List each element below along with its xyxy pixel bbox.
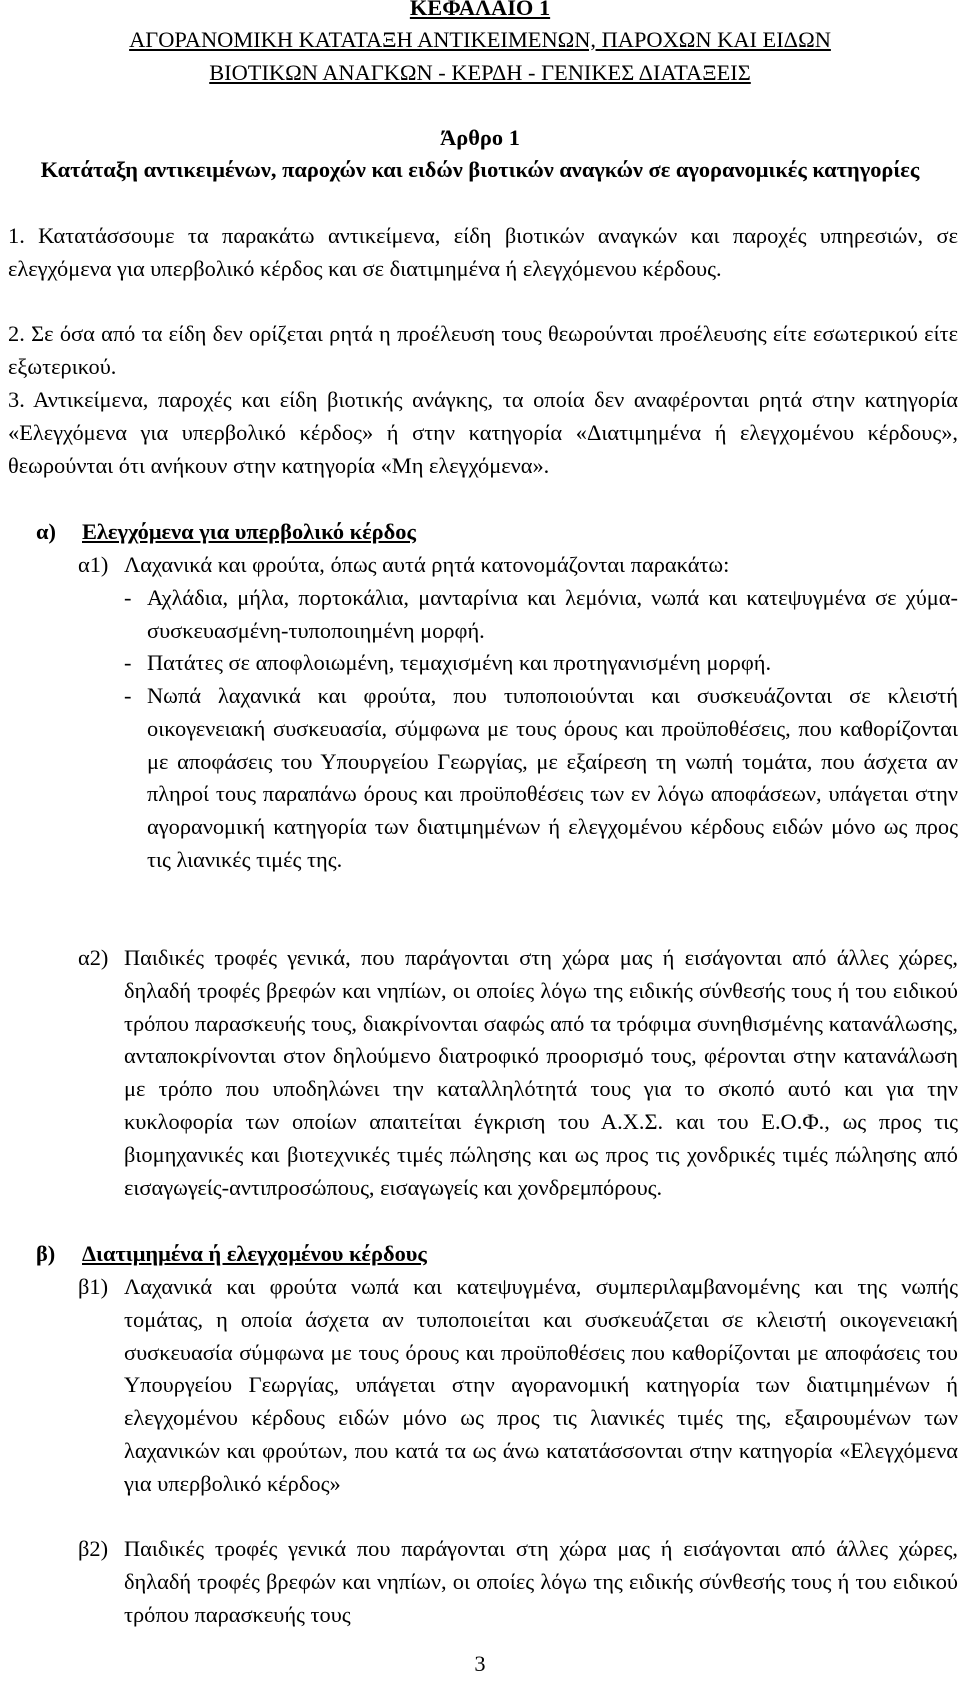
section-a-label: α): [36, 519, 56, 544]
item-a1-text: Λαχανικά και φρούτα, όπως αυτά ρητά κατονομάζονται παρακάτω:: [124, 552, 730, 577]
item-a2-text: Παιδικές τροφές γενικά, που παράγονται στη χώρα μας ή εισάγονται από άλλες χώρες, δηλαδή τροφές βρεφών και νηπίων, οι οποίες λόγω της ειδικής σύνθεσής τους ή του ειδικού τρόπου παρασκευής τους, διακρίνονται σαφώς από τα τρόφιμα συνηθισμένης κατανάλωσης, ανταποκρίνονται στον δηλούμενο διατροφικό προορισμό τους, φέρονται στην κατανάλωση με τρόπο που υποδηλώνει την καταλληλότητά τους για το σκοπό αυτό και για την κυκλοφορία των οποίων απαιτείται έγκριση του Α.Χ.Σ. και του Ε.Ο.Φ., ως προς τις βιομηχανικές και βιοτεχνικές τιμές πώλησης και ως προς τις χονδρικές τιμές πώλησης από εισαγωγείς-αντιπροσώπους, εισαγωγείς και χονδρεμπόρους.: [124, 945, 958, 1200]
item-b1-text: Λαχανικά και φρούτα νωπά και κατεψυγμένα, συμπεριλαμβανομένης και της νωπής τομάτας, η οποία άσχετα αν τυποποιείται και συσκευάζεται σε κλειστή οικογενειακή συσκευασία σύμφωνα με τους όρους και προϋποθέσεις που καθορίζονται με αποφάσεις του Υπουργείου Γεωργίας, υπάγεται στην αγορανομική κατηγορία των διατιμημένων ή ελεγχομένου κέρδους ειδών μόνο ως προς τις λιανικές τιμές της, εξαιρουμένων των λαχανικών και φρούτων, που κατά τα ως άνω κατατάσσονται στην κατηγορία «Ελεγχόμενα για υπερβολικό κέρδος»: [124, 1274, 958, 1496]
item-a2-label: α2): [78, 945, 109, 970]
paragraph-1: 1. Κατατάσσουμε τα παρακάτω αντικείμενα, είδη βιοτικών αναγκών και παροχές υπηρεσιών, σε ελεγχόμενα για υπερβολικό κέρδος και σε διατιμημένα ή ελεγχόμενου κέρδους.: [8, 223, 958, 281]
item-b2-text: Παιδικές τροφές γενικά που παράγονται στη χώρα μας ή εισάγονται από άλλες χώρες, δηλαδή τροφές βρεφών και νηπίων, οι οποίες λόγω της ειδικής σύνθεσής τους ή του ειδικού τρόπου παρασκευής τους: [124, 1536, 958, 1627]
item-a1-label: α1): [78, 552, 109, 577]
bullet-3: Νωπά λαχανικά και φρούτα, που τυποποιούνται και συσκευάζονται σε κλειστή οικογενειακή συσκευασία, σύμφωνα με τους όρους και προϋποθέσεις, που καθορίζονται με αποφάσεις του Υπουργείου Γεωργίας, με εξαίρεση τη νωπή τομάτα, που άσχετα αν πληροί τους παραπάνω όρους και προϋποθέσεις των εν λόγω αποφάσεων, υπάγεται στην αγορανομική κατηγορία των διατιμημένων ή ελεγχομένου κέρδους ειδών μόνο ως προς τις λιανικές τιμές της.: [147, 683, 958, 872]
paragraph-2: 2. Σε όσα από τα είδη δεν ορίζεται ρητά η προέλευση τους θεωρούνται προέλευσης είτε εσωτερικού είτε εξωτερικού.: [8, 321, 958, 379]
item-b1-label: β1): [78, 1274, 109, 1299]
section-b-label: β): [36, 1241, 56, 1266]
chapter-heading: ΚΕΦΑΛΑΙΟ 1: [409, 0, 551, 20]
section-a-heading: Ελεγχόμενα για υπερβολικό κέρδος: [82, 519, 416, 544]
dash-3: -: [124, 683, 132, 708]
chapter-title-line2: ΒΙΟΤΙΚΩΝ ΑΝΑΓΚΩΝ - ΚΕΡΔΗ - ΓΕΝΙΚΕΣ ΔΙΑΤΑΞΕΙΣ: [209, 60, 751, 85]
chapter-title-line1: ΑΓΟΡΑΝΟΜΙΚΗ ΚΑΤΑΤΑΞΗ ΑΝΤΙΚΕΙΜΕΝΩΝ, ΠΑΡΟΧΩΝ ΚΑΙ ΕΙΔΩΝ: [129, 27, 831, 52]
paragraph-3: 3. Αντικείμενα, παροχές και είδη βιοτικής ανάγκης, τα οποία δεν αναφέρονται ρητά στην κατηγορία «Ελεγχόμενα για υπερβολικό κέρδος» ή στην κατηγορία «Διατιμημένα ή ελεγχομένου κέρδους», θεωρούνται ότι ανήκουν στην κατηγορία «Μη ελεγχόμενα».: [8, 387, 958, 478]
section-b-heading: Διατιμημένα ή ελεγχομένου κέρδους: [82, 1241, 427, 1266]
page-number: 3: [474, 1651, 486, 1676]
dash-1: -: [124, 585, 132, 610]
dash-2: -: [124, 650, 132, 675]
article-number: Άρθρο 1: [440, 125, 520, 150]
article-title: Κατάταξη αντικειμένων, παροχών και ειδών βιοτικών αναγκών σε αγορανομικές κατηγορίες: [40, 157, 920, 182]
item-b2-label: β2): [78, 1536, 109, 1561]
bullet-1: Αχλάδια, μήλα, πορτοκάλια, μανταρίνια και λεμόνια, νωπά και κατεψυγμένα σε χύμα-συσκευασμένη-τυποποιημένη μορφή.: [147, 585, 958, 643]
bullet-2: Πατάτες σε αποφλοιωμένη, τεμαχισμένη και προτηγανισμένη μορφή.: [147, 650, 772, 675]
